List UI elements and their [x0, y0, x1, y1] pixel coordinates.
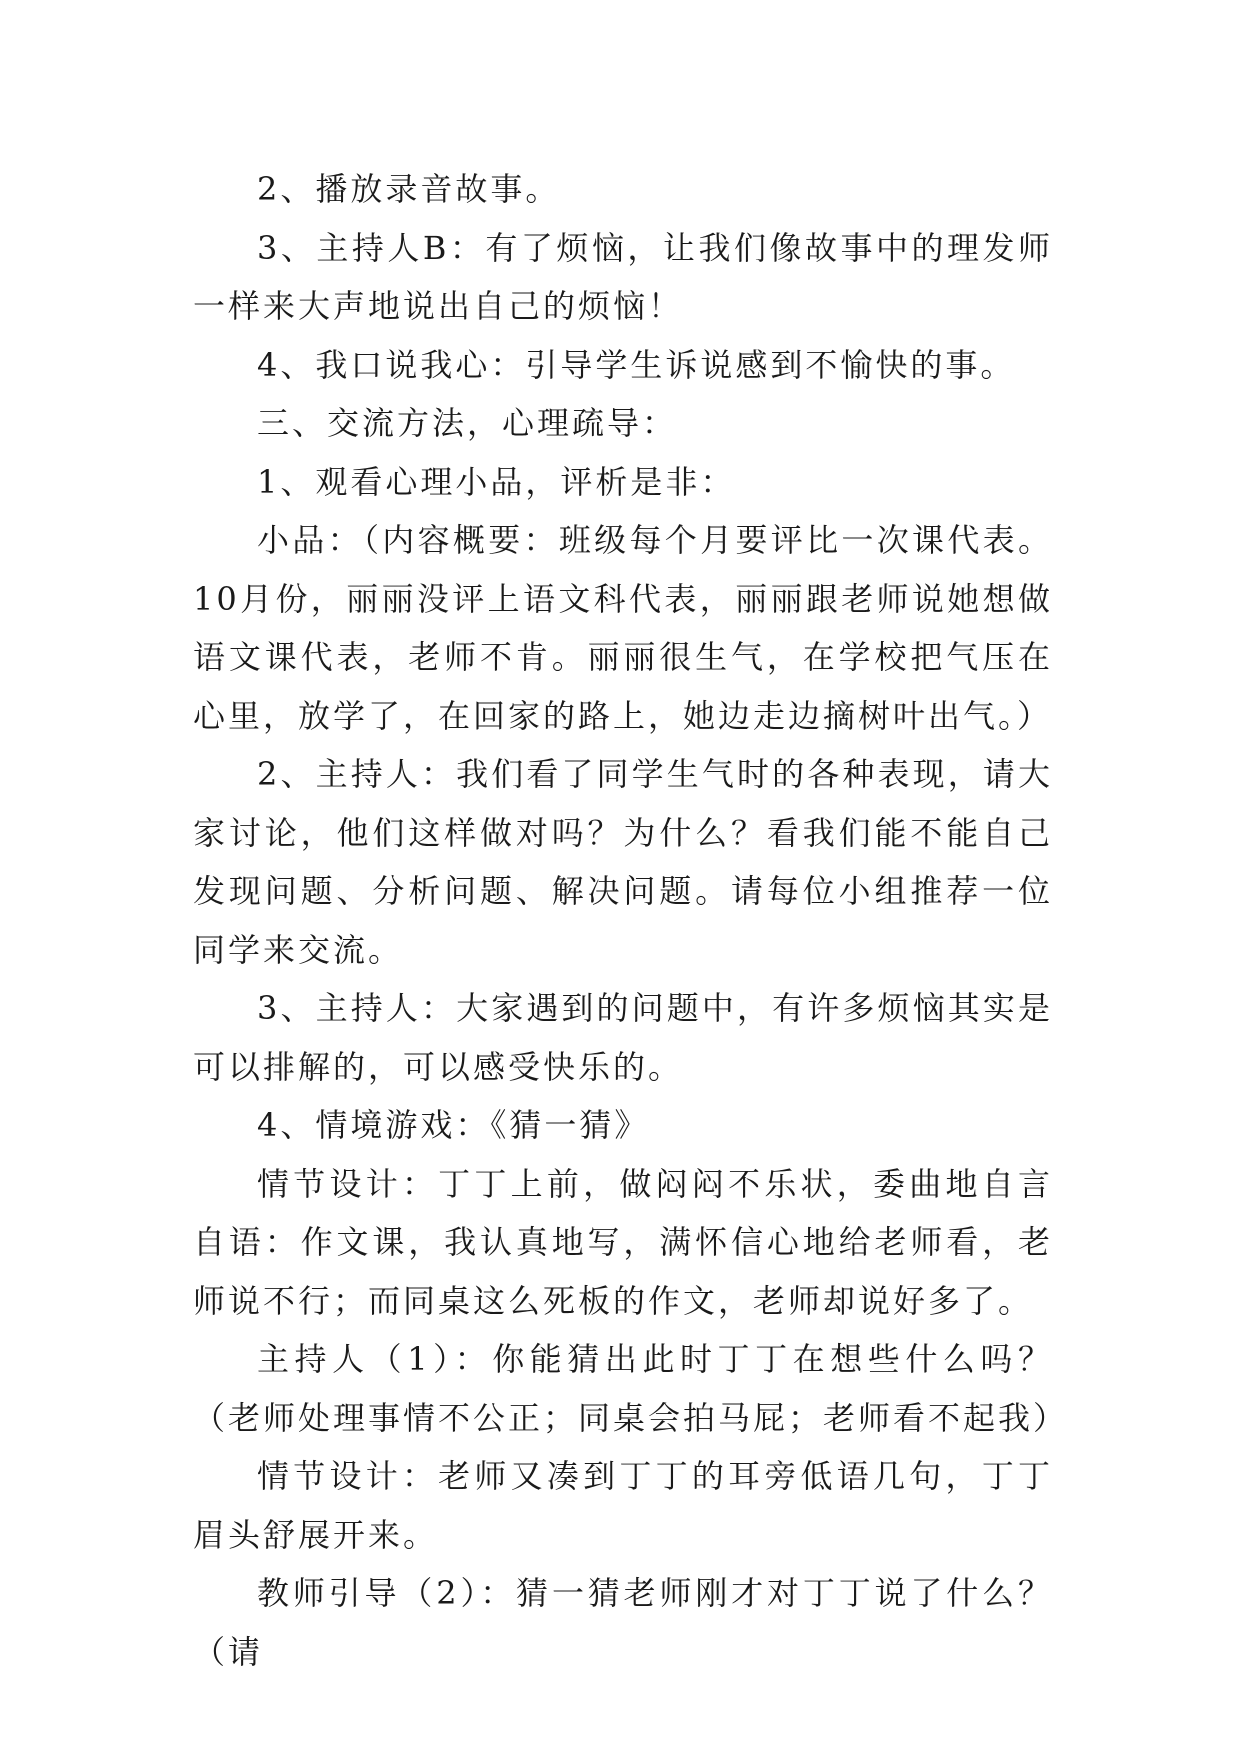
- paragraph-teacher-guide-2: 教师引导（2）：猜一猜老师刚才对丁丁说了什么？（请: [193, 1574, 1053, 1671]
- paragraph-watch-skit: 1、观看心理小品，评析是非：: [257, 462, 736, 501]
- paragraph-skit-summary: 小品：（内容概要：班级每个月要评比一次课代表。10月份，丽丽没评上语文科代表，丽丽跟老师说她想做语文课代表，老师不肯。丽丽很生气，在学校把气压在心里，放学了，在回家的路上，她边走边摘树叶出气。）: [193, 521, 1053, 735]
- paragraph-speak-mind: 4、我口说我心：引导学生诉说感到不愉快的事。: [257, 345, 1016, 384]
- paragraph-play-story: 2、播放录音故事。: [257, 170, 561, 208]
- paragraph-host-b: 3、主持人B：有了烦恼，让我们像故事中的理发师一样来大声地说出自己的烦恼！: [193, 228, 1053, 325]
- paragraph-plot-design-1: 情节设计：丁丁上前，做闷闷不乐状，委曲地自言自语：作文课，我认真地写，满怀信心地给老师看，老师说不行；而同桌这么死板的作文，老师却说好多了。: [193, 1164, 1053, 1320]
- paragraph-host-question-1: 主持人（1）：你能猜出此时丁丁在想些什么吗？（老师处理事情不公正；同桌会拍马屁；老师看不起我）: [193, 1340, 1069, 1437]
- paragraph-host-relief: 3、主持人：大家遇到的问题中，有许多烦恼其实是可以排解的，可以感受快乐的。: [193, 989, 1053, 1086]
- document-body: [193, 160, 1069, 1681]
- paragraph-host-discussion: 2、主持人：我们看了同学生气时的各种表现，请大家讨论，他们这样做对吗？为什么？看我们能不能自己发现问题、分析问题、解决问题。请每位小组推荐一位同学来交流。: [193, 755, 1053, 969]
- section-heading-exchange-methods: 三、交流方法，心理疏导：: [257, 404, 678, 442]
- paragraph-plot-design-2: 情节设计：老师又凑到丁丁的耳旁低语几句，丁丁眉头舒展开来。: [193, 1457, 1053, 1554]
- paragraph-guess-game: 4、情境游戏：《猜一猜》: [257, 1106, 650, 1144]
